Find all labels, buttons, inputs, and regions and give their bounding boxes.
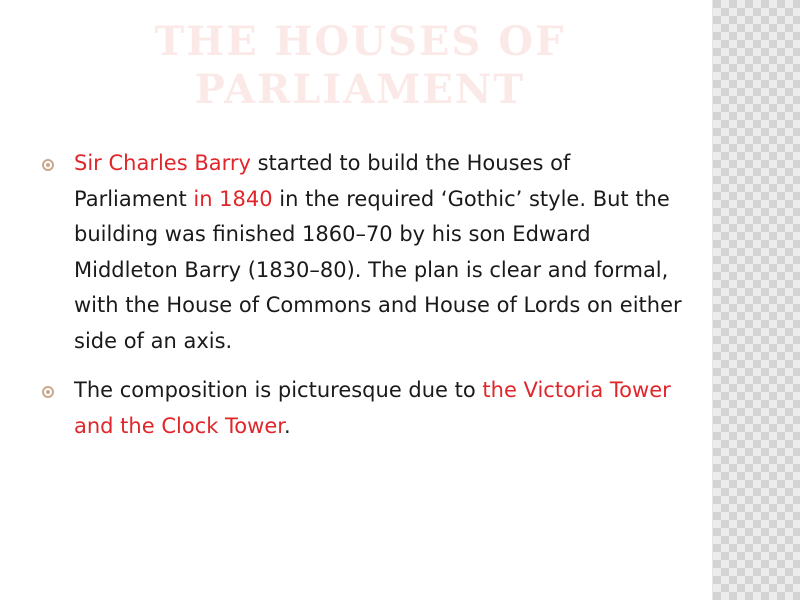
bullet-item-1: [42, 146, 682, 359]
title-line-2: PARLIAMENT: [194, 66, 526, 113]
highlight-towers: the Victoria Tower and the Clock Tower: [74, 378, 671, 438]
bullet-2-text-b: .: [283, 413, 291, 438]
bullet-list: [42, 146, 682, 458]
highlight-architect: Sir Charles Barry: [74, 151, 251, 175]
bullet-1-text-b: in the required ‘Gothic’ style. But the building was finished 1860–70 by his son Edward Middleton Barry (1830–80). The plan is clear and formal, with the House of Commons and House of Lords on either side of an axis.: [74, 186, 682, 353]
highlight-year: in 1840: [193, 186, 273, 211]
bullet-item-2: [42, 373, 682, 444]
bullet-2-text-a: The composition is picturesque due to: [74, 378, 483, 402]
decorative-side-pattern: [712, 0, 800, 600]
ring-bullet-icon: [42, 386, 54, 398]
ring-bullet-icon: [42, 159, 54, 171]
bullet-1-text-a: started to build the Houses of Parliament: [74, 151, 571, 211]
slide-title: [100, 18, 620, 114]
title-line-1: THE HOUSES OF: [154, 18, 566, 65]
